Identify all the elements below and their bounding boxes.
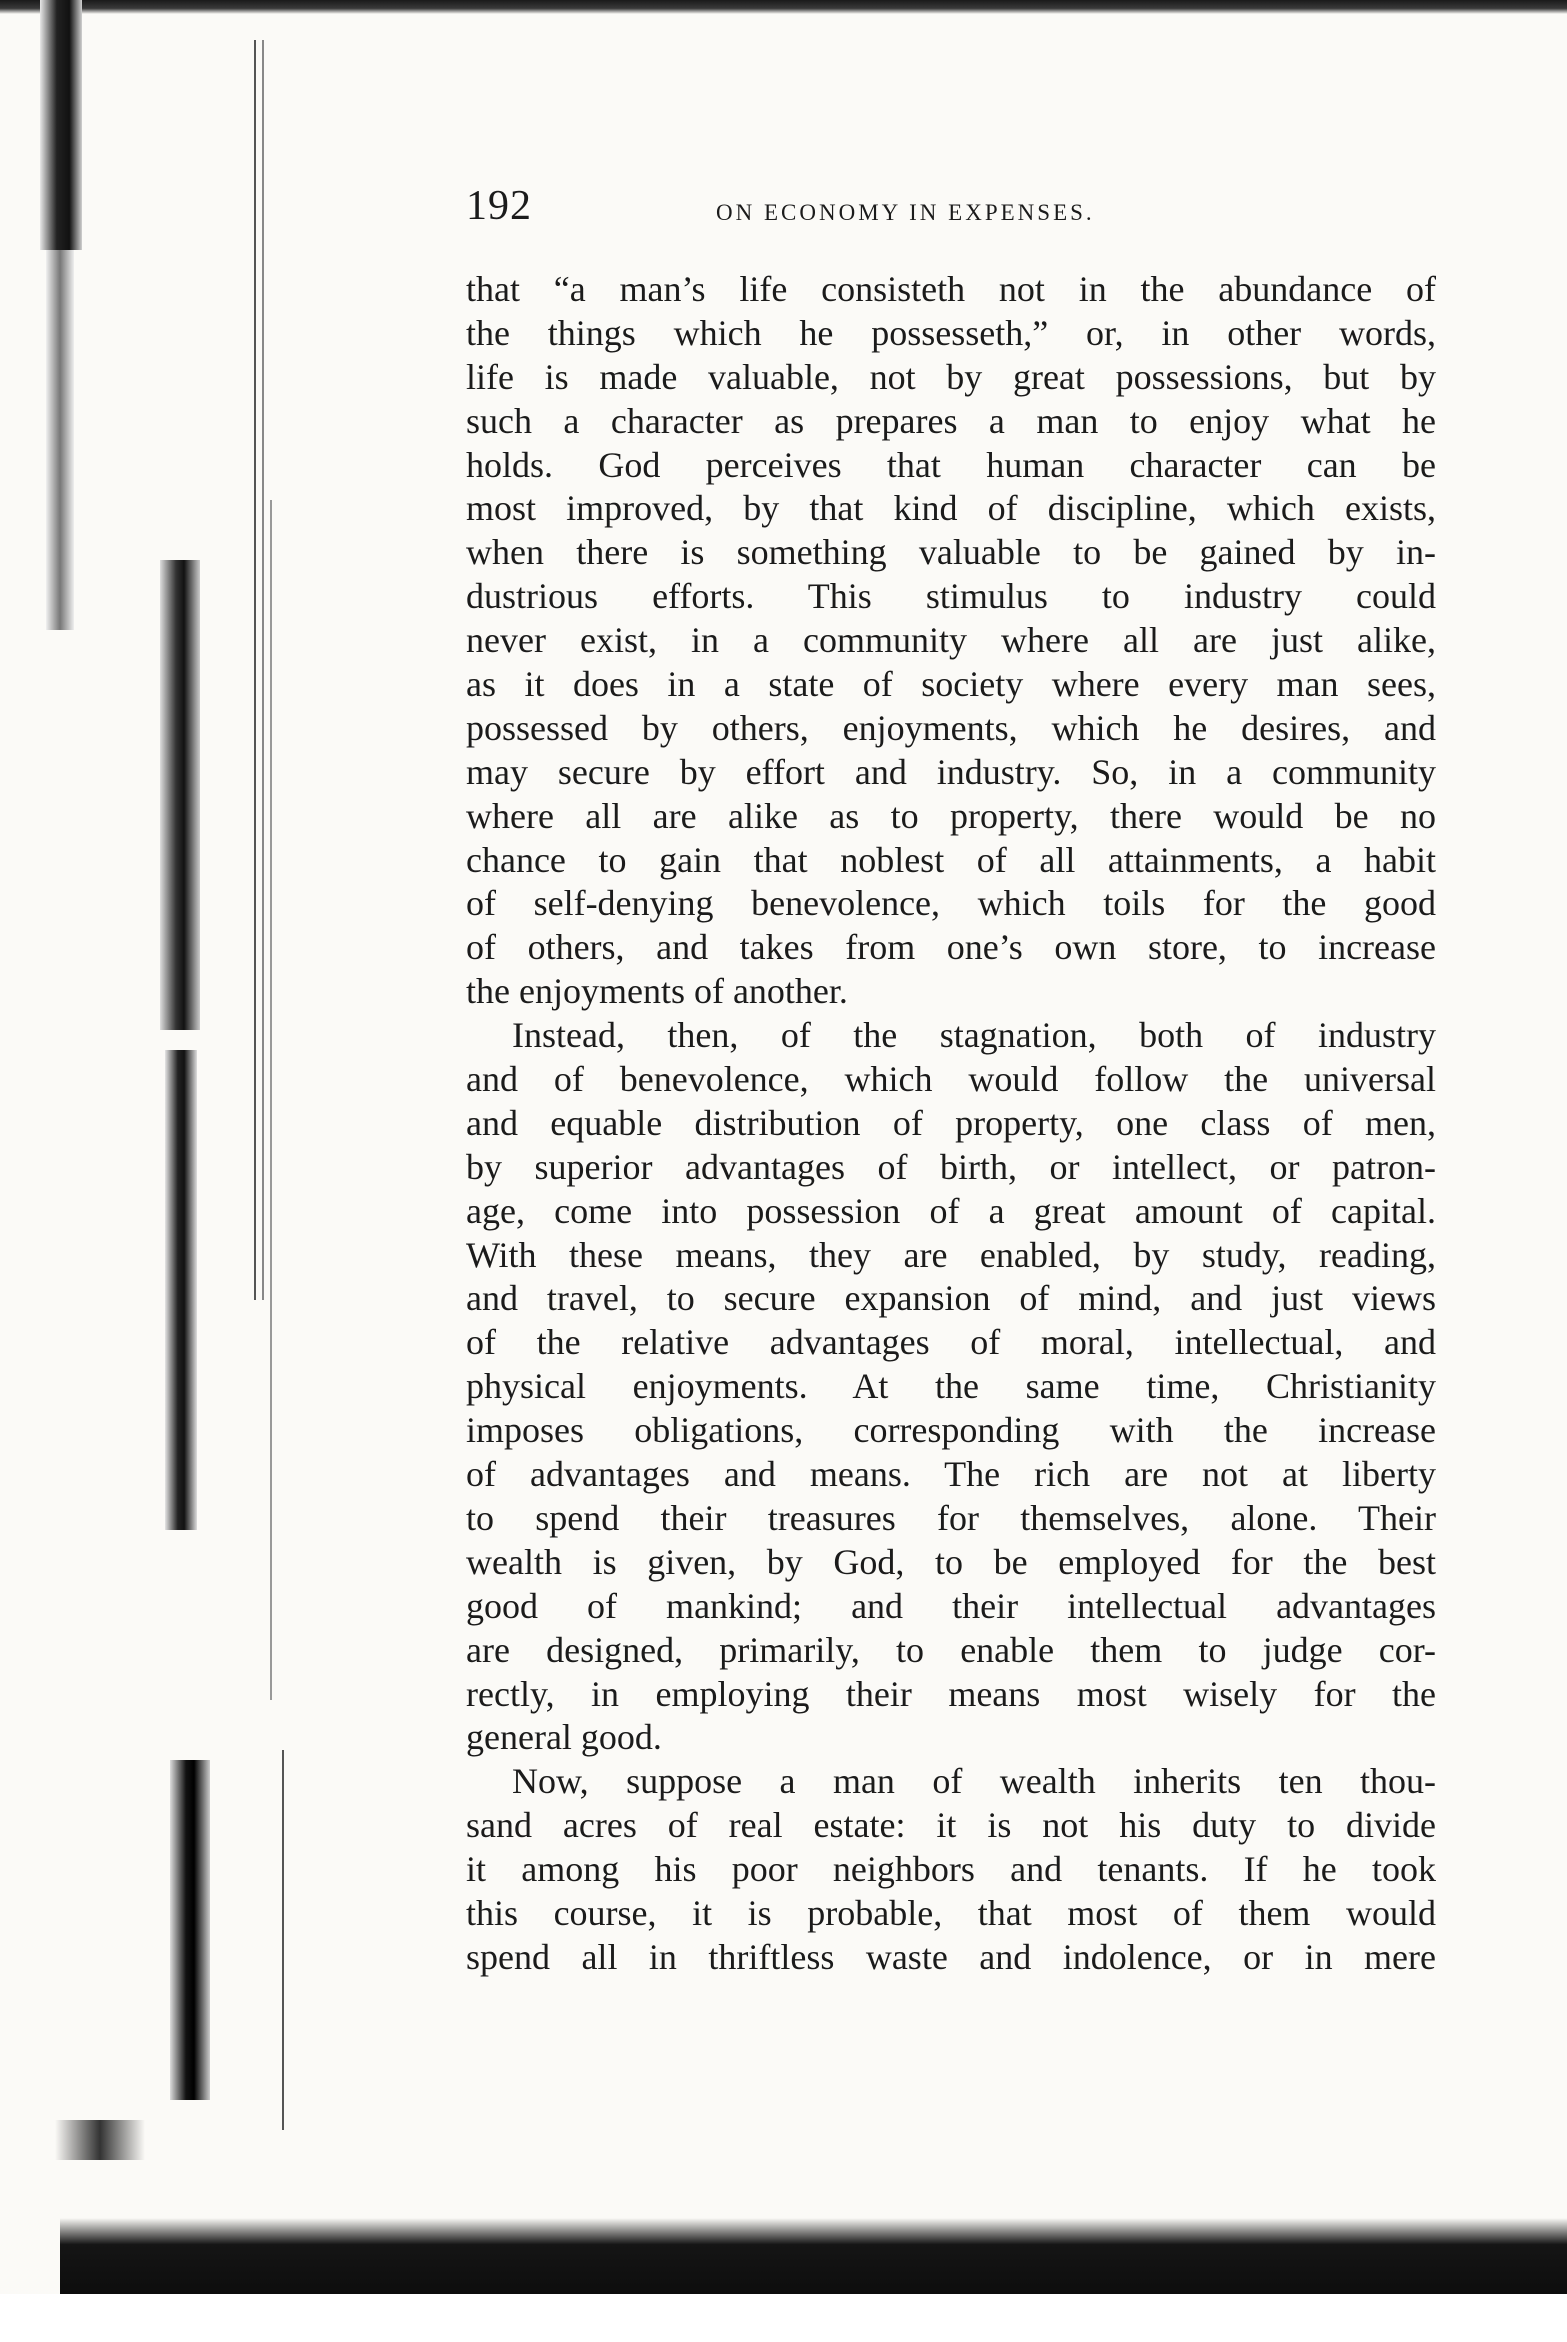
body-text [466, 268, 1436, 1980]
text-line: as it does in a state of society where every man sees, [466, 664, 1436, 705]
text-line: and equable distribution of property, one class of men, [466, 1102, 1436, 1143]
text-line: holds. God perceives that human character can be [466, 444, 1436, 485]
page-header [466, 182, 1426, 242]
text-line: it among his poor neighbors and tenants. If he took [466, 1849, 1436, 1890]
text-line: when there is something valuable to be gained by in- [466, 532, 1436, 573]
text-line: of advantages and means. The rich are not at liberty [466, 1454, 1436, 1495]
text-line: of self-denying benevolence, which toils for the good [466, 883, 1436, 924]
text-line: may secure by effort and industry. So, in a community [466, 751, 1436, 792]
text-line: this course, it is probable, that most of them would [466, 1892, 1436, 1933]
text-line: rectly, in employing their means most wisely for the [466, 1673, 1436, 1714]
text-line: the enjoyments of another. [466, 971, 848, 1012]
binding-gutter [0, 0, 300, 2342]
text-line: life is made valuable, not by great possessions, but by [466, 356, 1436, 397]
text-line: never exist, in a community where all are just alike, [466, 620, 1436, 661]
text-line: spend all in thriftless waste and indolence, or in mere [466, 1936, 1436, 1977]
text-line: sand acres of real estate: it is not his duty to divide [466, 1805, 1436, 1846]
running-head: ON ECONOMY IN EXPENSES. [716, 200, 1095, 225]
text-line: are designed, primarily, to enable them to judge cor- [466, 1629, 1436, 1670]
text-line: good of mankind; and their intellectual advantages [466, 1585, 1436, 1626]
text-line: by superior advantages of birth, or intellect, or patron- [466, 1146, 1436, 1187]
text-line: age, come into possession of a great amount of capital. [466, 1190, 1436, 1231]
text-line: where all are alike as to property, there would be no [466, 795, 1436, 836]
text-line: general good. [466, 1717, 662, 1758]
page-number: 192 [466, 183, 532, 229]
paragraph [466, 1014, 1436, 1760]
text-line: With these means, they are enabled, by study, reading, [466, 1234, 1436, 1275]
page-bottom-edge [60, 2218, 1567, 2294]
scan-margin [0, 2294, 1567, 2342]
text-line: and of benevolence, which would follow the universal [466, 1059, 1436, 1100]
text-line: such a character as prepares a man to enjoy what he [466, 400, 1436, 441]
text-line: of others, and takes from one’s own store, to increase [466, 927, 1436, 968]
paragraph [466, 268, 1436, 1014]
text-line: of the relative advantages of moral, intellectual, and [466, 1322, 1436, 1363]
text-line: dustrious efforts. This stimulus to industry could [466, 576, 1436, 617]
text-line: possessed by others, enjoyments, which he desires, and [466, 707, 1436, 748]
text-line: chance to gain that noblest of all attainments, a habit [466, 839, 1436, 880]
text-line: to spend their treasures for themselves, alone. Their [466, 1497, 1436, 1538]
text-line: Instead, then, of the stagnation, both of industry [512, 1015, 1436, 1056]
text-line: and travel, to secure expansion of mind, and just views [466, 1278, 1436, 1319]
text-line: Now, suppose a man of wealth inherits ten thou- [512, 1761, 1436, 1802]
paragraph [466, 1760, 1436, 1979]
text-line: most improved, by that kind of discipline, which exists, [466, 488, 1436, 529]
text-line: that “a man’s life consisteth not in the abundance of [466, 269, 1436, 309]
text-line: the things which he possesseth,” or, in other words, [466, 312, 1436, 353]
text-line: imposes obligations, corresponding with the increase [466, 1410, 1436, 1451]
text-line: wealth is given, by God, to be employed for the best [466, 1541, 1436, 1582]
text-line: physical enjoyments. At the same time, Christianity [466, 1366, 1436, 1407]
